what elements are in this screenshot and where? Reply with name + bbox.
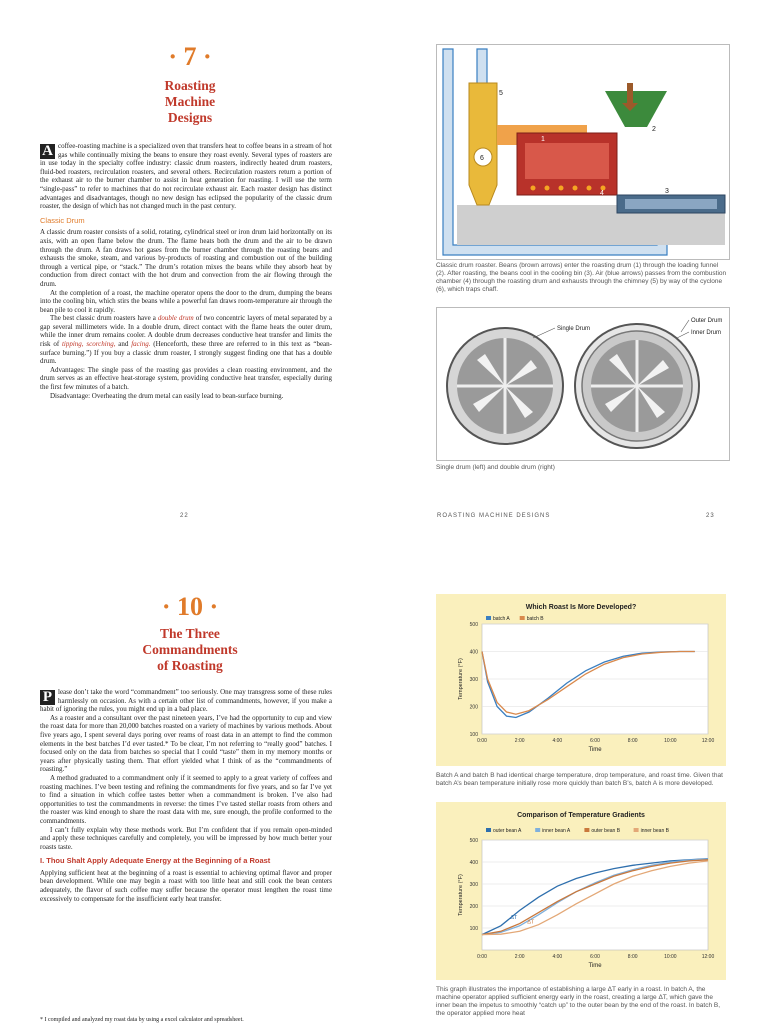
- x-tick-label: 0:00: [477, 738, 487, 744]
- legend-label: outer bean B: [591, 828, 621, 834]
- drum-comparison-figure: [436, 307, 730, 461]
- chapter-10-paragraph: A method graduated to a commandment only if it seemed to apply to a great variety of coffees and roasting machines. I’ve been testing and refining the commandments for five years, and so far I’ve yet to find a situation in which coffee tastes better when a commandment is broken. I’ve also had opportunities to test the commandments in reverse: the times I’ve tasted stellar roasts from others and the roaster was kind enough to share the roast data with me, sure enough, the profile conformed to the commandments.: [40, 773, 332, 825]
- chapter-10-intro-paragraph: [40, 688, 332, 714]
- chart-1-title: Which Roast Is More Developed?: [525, 604, 637, 611]
- chapter-7-title-line-1: Roasting: [164, 78, 216, 93]
- chapter-7-title-line-3: Designs: [167, 110, 213, 125]
- footnote: * I compiled and analyzed my roast data by using a excel calculator and spreadsheet.: [40, 1017, 244, 1023]
- chapter-7-paragraph: Advantages: The single pass of the roasting gas provides a clean roasting environment, and the drum serves as an effective heat-storage system, providing conductive heat transfer, especially during the first few minutes of a batch.: [40, 365, 332, 392]
- chart-1-caption: Batch A and batch B had identical charge temperature, drop temperature, and roast time. Given that batch A’s bean temperature initially rose more quickly than batch B’s, batch A is more developed.: [436, 772, 723, 787]
- x-tick-label: 12:00: [701, 954, 715, 960]
- diagram-label-5: 5: [499, 90, 503, 97]
- chart-2-title: Comparison of Temperature Gradients: [517, 812, 645, 819]
- roaster-diagram-caption: Classic drum roaster. Beans (brown arrows) enter the roasting drum (1) through the loading funnel (2). After roasting, the beans cool in the cooling bin (3). Air (blue arrows) passes from the combustion chamber (4) through the roasting drum and exhausts through the chimney (5) by way of the cyclone (6), which traps chaff.: [436, 262, 727, 293]
- running-header-right: ROASTING MACHINE DESIGNS: [437, 513, 551, 519]
- legend-label: outer bean A: [493, 828, 522, 834]
- x-tick-label: 4:00: [552, 738, 563, 744]
- x-axis-label: Time: [588, 747, 602, 753]
- chapter-7-paragraph: A classic drum roaster consists of a solid, rotating, cylindrical steel or iron drum laid horizontally on its axis, with an open flame below the drum. The flame heats both the drum and the air to be drawn through the drum. A fan draws hot gases from the burner chamber through the roasting beans and exhausts the smoke, steam, and various by-products of roasting and combustion out of the building through a vertical pipe, or “stack.” The drum’s rotation mixes the beans while they absorb heat by conduction from direct contact with the hot drum and convection from the air flowing through the drum.: [40, 228, 332, 288]
- chapter-10-paragraph: As a roaster and a consultant over the past nineteen years, I’ve had the opportunity to cup and view the roast data for more than 20,000 batches roasted on a variety of machines by various methods. About five years ago, I spent several days poring over reams of roast data in an attempt to find the common elements in the best batches I’d ever tasted.* To be clear, I’m not referring to “really good” batches. I focused only on the data from batches so special that I could “taste” them in my memory months or years after physically tasting them. That effort yielded what I think of as the “commandments of roasting.”: [40, 713, 332, 774]
- legend-swatch: [634, 828, 639, 832]
- single-drum-label: Single Drum: [557, 326, 591, 332]
- chapter-7-dropcap: A: [40, 144, 55, 159]
- term-double-drum: double drum: [157, 314, 194, 323]
- legend-label: inner bean B: [640, 828, 669, 834]
- inner-drum-label: Inner Drum: [691, 330, 722, 336]
- x-tick-label: 10:00: [664, 738, 677, 744]
- drum-comparison-svg: [437, 308, 729, 460]
- legend-label: batch B: [526, 616, 544, 622]
- legend-swatch: [486, 828, 491, 832]
- roaster-diagram-svg: [437, 45, 729, 259]
- text-run: and: [118, 340, 129, 349]
- x-tick-label: 6:00: [590, 738, 600, 744]
- x-tick-label: 0:00: [477, 954, 487, 960]
- chart-2-svg: [436, 822, 726, 980]
- chart-1: [436, 594, 726, 766]
- x-tick-label: 10:00: [664, 954, 677, 960]
- chapter-7-paragraph: [40, 314, 332, 366]
- y-tick-label: 300: [469, 882, 478, 888]
- y-tick-label: 400: [469, 649, 478, 656]
- diagram-label-1: 1: [541, 136, 545, 143]
- chapter-10-intro-text: lease don’t take the word “commandment” too seriously. One may transgress some of these rules harmlessly on occasion. As with a certain other list of commandments, however, if you make a habit of ignoring the rules, you might end up in a bad place.: [40, 688, 332, 714]
- x-axis-label: Time: [588, 963, 602, 969]
- plot-area: [482, 840, 708, 950]
- leader-line: [681, 320, 689, 332]
- x-tick-label: 6:00: [590, 954, 600, 960]
- x-tick-label: 2:00: [514, 738, 525, 744]
- cyclone: [469, 83, 497, 205]
- chapter-10-number: · 10 ·: [161, 592, 219, 621]
- chapter-10-title-line-2: Commandments: [142, 642, 238, 657]
- legend-swatch: [486, 616, 491, 620]
- page-number-left: 22: [180, 513, 189, 519]
- y-tick-label: 200: [469, 904, 478, 910]
- drum-comparison-caption: Single drum (left) and double drum (right): [436, 464, 555, 471]
- page-number-right: 23: [706, 513, 715, 519]
- chart-2-caption: This graph illustrates the importance of establishing a large ΔT early in a roast. In batch A, the machine operator applied sufficient energy early in the roast, creating a large ΔT, which gave the inner bean the impetus to smoothly “catch up” to the outer bean by the end of the roast. In batch B, the operator applied more heat: [436, 986, 721, 1017]
- chapter-7-title: [130, 78, 250, 126]
- term-tipping-scorching: tipping, scorching,: [61, 340, 116, 349]
- chapter-7-intro-text: coffee-roasting machine is a specialized oven that transfers heat to coffee beans in a stream of hot gas while continually mixing the beans to ensure they roast evenly. Several types of roasters are in use today in the specialty coffee industry: classic drum roasters, indirectly heated drum roasters, fluid-bed roasters, recirculation roasters, and several others. Recirculation roasters return a portion of the exhaust air to the burner chamber to assist in heat generation for roasting. I will use the term “single-pass” to refer to machines that do not recirculate exhaust air. Each roaster design has distinct advantages and disadvantages, though no new design has eclipsed the popularity of the classic drum roaster, the design of which has not changed much in the past century.: [40, 142, 332, 211]
- legend-swatch: [535, 828, 540, 832]
- legend-swatch: [584, 828, 589, 832]
- x-tick-label: 4:00: [552, 954, 563, 960]
- text-run: (Henceforth, these three are referred to in this text as “bean-surface burning.”) If you buy a classic drum roaster, I strongly suggest finding one that has a double drum.: [40, 340, 332, 366]
- y-tick-label: 100: [469, 732, 478, 738]
- chapter-10-paragraph: I can’t fully explain why these methods work. But I’m confident that if you remain open-minded and apply these techniques carefully and completely, you will be impressed by how much better your roasts taste.: [40, 825, 332, 851]
- y-tick-label: 300: [469, 677, 478, 683]
- chapter-10-dropcap: P: [40, 690, 55, 705]
- cooling-bin-interior: [625, 199, 717, 209]
- chapter-7-number: · 7 ·: [168, 42, 212, 71]
- chapter-10-title-line-3: of Roasting: [157, 658, 223, 673]
- term-facing: facing.: [131, 340, 151, 349]
- y-axis-label: Temperature (°F): [458, 874, 464, 916]
- y-axis-label: Temperature (°F): [458, 658, 464, 700]
- diagram-label-2: 2: [652, 126, 656, 133]
- y-tick-label: 100: [469, 926, 478, 932]
- y-tick-label: 400: [469, 860, 478, 866]
- legend-label: inner bean A: [542, 828, 571, 834]
- chart-1-svg: [436, 614, 726, 764]
- text-run: The best classic drum roasters have a: [50, 314, 156, 323]
- chapter-10-title: [110, 626, 270, 674]
- drum-interior: [525, 143, 609, 179]
- chapter-10-body: [40, 688, 332, 903]
- diagram-label-3: 3: [665, 188, 669, 195]
- single-drum: [447, 328, 563, 444]
- delta-t-annotation: ΔT: [527, 919, 535, 926]
- double-drum: [575, 324, 699, 448]
- chapter-7-body: [40, 142, 332, 400]
- legend-label: batch A: [493, 616, 510, 622]
- chapter-10-title-line-1: The Three: [160, 626, 220, 641]
- leader-line: [533, 328, 555, 338]
- delta-t-annotation: ΔT: [510, 915, 518, 922]
- commandment-one-subhead: I. Thou Shalt Apply Adequate Energy at the Beginning of a Roast: [40, 856, 271, 866]
- x-tick-label: 8:00: [627, 954, 638, 960]
- loading-funnel: [605, 91, 667, 127]
- diagram-label-4: 4: [600, 190, 604, 197]
- text-run: of two concentric layers of metal separated by a gap several millimeters wide. In a double drum, direct contact with the flame heats the outer drum, while the inner drum remains cooler. A double drum decreases conductive heat transfer and limits the risk of: [40, 314, 333, 349]
- chapter-7-paragraph: Disadvantage: Overheating the drum metal can easily lead to bean-surface burning.: [50, 391, 284, 400]
- leader-line: [677, 332, 689, 338]
- diagram-label-6: 6: [480, 155, 484, 162]
- classic-drum-subhead: Classic Drum: [40, 215, 85, 225]
- y-tick-label: 500: [469, 622, 478, 628]
- chart-2: [436, 802, 726, 980]
- chapter-10-paragraph: Applying sufficient heat at the beginning of a roast is essential to achieving optimal flavor and proper bean development. While one may begin a roast with too little heat and still cook the bean centers adequately, the flavor of such coffee may suffer because the operator must lengthen the roast time excessively to compensate for the insufficient early heat transfer.: [40, 868, 332, 903]
- chapter-7-title-line-2: Machine: [164, 94, 216, 109]
- roaster-diagram: [436, 44, 730, 260]
- y-tick-label: 200: [469, 704, 478, 711]
- chapter-7-paragraph: At the completion of a roast, the machine operator opens the door to the drum, dumping the beans into the cooling bin, which stirs the beans while a powerful fan draws room-temperature air through the bean pile to cool it rapidly.: [40, 288, 332, 314]
- x-tick-label: 2:00: [514, 954, 525, 960]
- chapter-7-intro-paragraph: [40, 142, 332, 211]
- legend-swatch: [520, 616, 525, 620]
- outer-drum-label: Outer Drum: [691, 318, 723, 324]
- y-tick-label: 500: [469, 838, 478, 844]
- x-tick-label: 12:00: [701, 738, 715, 744]
- x-tick-label: 8:00: [627, 738, 638, 744]
